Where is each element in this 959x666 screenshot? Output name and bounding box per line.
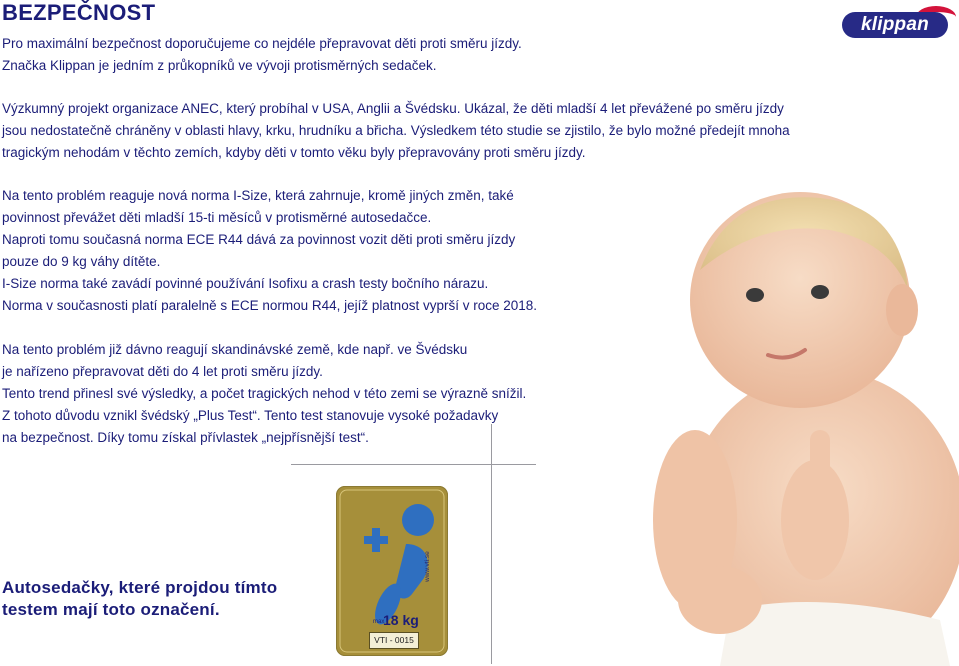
badge-plus-horizontal [364,536,388,544]
isize-line: I-Size norma také zavádí povinné používání Isofixu a crash testy bočního nárazu. [2,276,489,291]
anec-line: tragickým nehodám v těchto zemích, kdyby děti v tomto věku byly přepravovány proti směru jízdy. [2,145,586,160]
baby-ear [886,284,918,336]
anec-paragraph [2,98,790,164]
baby-fist [678,566,762,634]
plus-test-graphic [336,486,448,656]
intro-line: Pro maximální bezpečnost doporučujeme co nejdéle přepravovat děti proti směru jízdy. [2,36,522,51]
closing-line: Autosedačky, které projdou tímto [2,578,278,597]
scandinavia-line: na bezpečnost. Díky tomu získal přívlastek „nejpřísnější test“. [2,430,369,445]
isize-line: pouze do 9 kg váhy dítěte. [2,254,161,269]
page-title: BEZPEČNOST [2,0,156,25]
scandinavia-paragraph [2,339,526,449]
isize-line: Naproti tomu současná norma ECE R44 dává za povinnost vozit děti proti směru jízdy [2,232,516,247]
scandinavia-line: Tento trend přinesl své výsledky, a počet tragických nehod v této zemi se výrazně snížil. [2,386,527,401]
intro-line: Značka Klippan je jedním z průkopníků ve vývoji protisměrných sedaček. [2,58,437,73]
badge-weight: 18 kg [383,612,419,628]
scandinavia-line: Na tento problém již dávno reagují skandinávské země, kde např. ve Švédsku [2,342,468,357]
anec-line: Výzkumný projekt organizace ANEC, který probíhal v USA, Anglii a Švédsku. Ukázal, že děti mladší 4 let převážené po směru jízdy [2,101,784,116]
badge-circle-head [402,504,434,536]
closing-text [2,577,277,621]
badge-max-label: max [373,619,385,625]
divider-vertical [491,424,492,664]
plus-test-badge [336,486,448,656]
intro-paragraph [2,33,522,77]
baby-illustration [640,190,959,666]
baby-eye-right [811,285,829,299]
isize-line: Na tento problém reaguje nová norma I-Size, která zahrnuje, kromě jiných změn, také [2,188,514,203]
logo-text: klippan [842,12,948,38]
anec-line: jsou nedostatečně chráněny v oblasti hlavy, krku, hrudníku a břicha. Výsledkem této studie se zjistilo, že bylo možné předejít mnoha [2,123,790,138]
baby-photo [640,190,959,666]
closing-line: testem mají toto označení. [2,600,220,619]
isize-line: Norma v současnosti platí paralelně s ECE normou R44, jejíž platnost vyprší v roce 2018. [2,298,538,313]
klippan-logo [842,6,956,46]
badge-url: www.vti.se [424,551,431,582]
scandinavia-line: je nařízeno přepravovat děti do 4 let proti směru jízdy. [2,364,323,379]
divider-horizontal [291,464,536,465]
isize-line: povinnost převážet děti mladší 15-ti měsíců v protisměrné autosedačce. [2,210,432,225]
thumb-up-icon [810,430,830,480]
baby-eye-left [746,288,764,302]
isize-paragraph [2,185,537,317]
scandinavia-line: Z tohoto důvodu vznikl švédský „Plus Test“. Tento test stanovuje vysoké požadavky [2,408,499,423]
badge-code: VTI - 0015 [369,632,419,649]
